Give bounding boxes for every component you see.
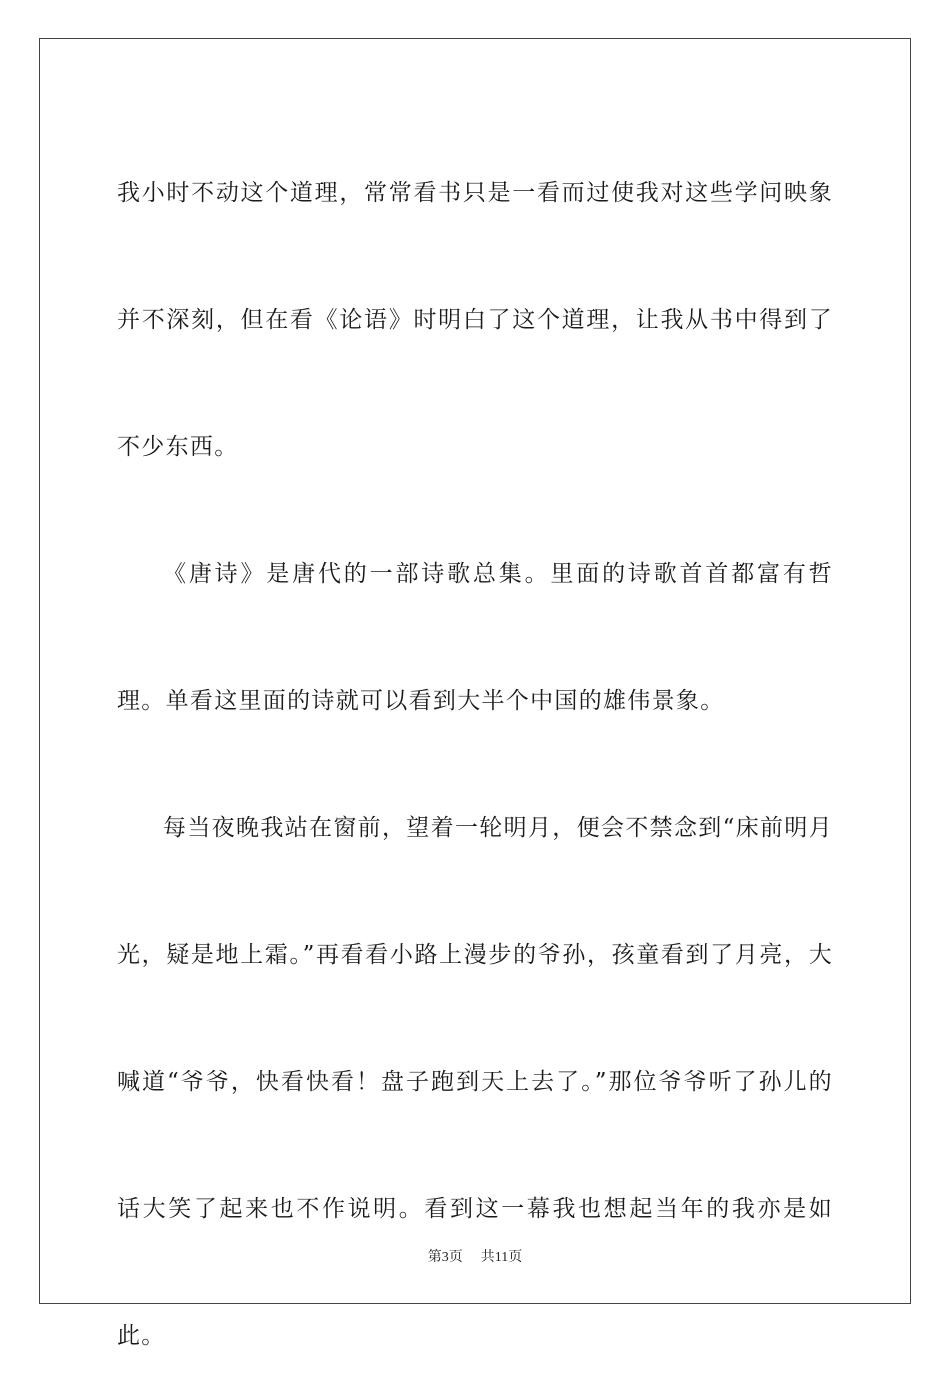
total-pages: 共11页 — [480, 1250, 523, 1265]
paragraph-1: 我小时不动这个道理，常常看书只是一看而过使我对这些学问映象并不深刻，但在看《论语》时明白了这个道理，让我从书中得到了不少东西。 — [117, 180, 833, 460]
page-footer — [0, 1246, 950, 1266]
current-page-number: 第3页 — [427, 1250, 463, 1265]
paragraph-3: 每当夜晚我站在窗前，望着一轮明月，便会不禁念到“床前明月光，疑是地上霜。”再看看小路上漫步的爷孙，孩童看到了月亮，大喊道“爷爷，快看快看！盘子跑到天上去了。”那位爷爷听了孙儿的话大笑了起来也不作说明。看到这一幕我也想起当年的我亦是如此。 — [117, 815, 833, 1349]
paragraph-2: 《唐诗》是唐代的一部诗歌总集。里面的诗歌首首都富有哲理。单看这里面的诗就可以看到大半个中国的雄伟景象。 — [117, 561, 833, 714]
document-body — [117, 130, 833, 1400]
